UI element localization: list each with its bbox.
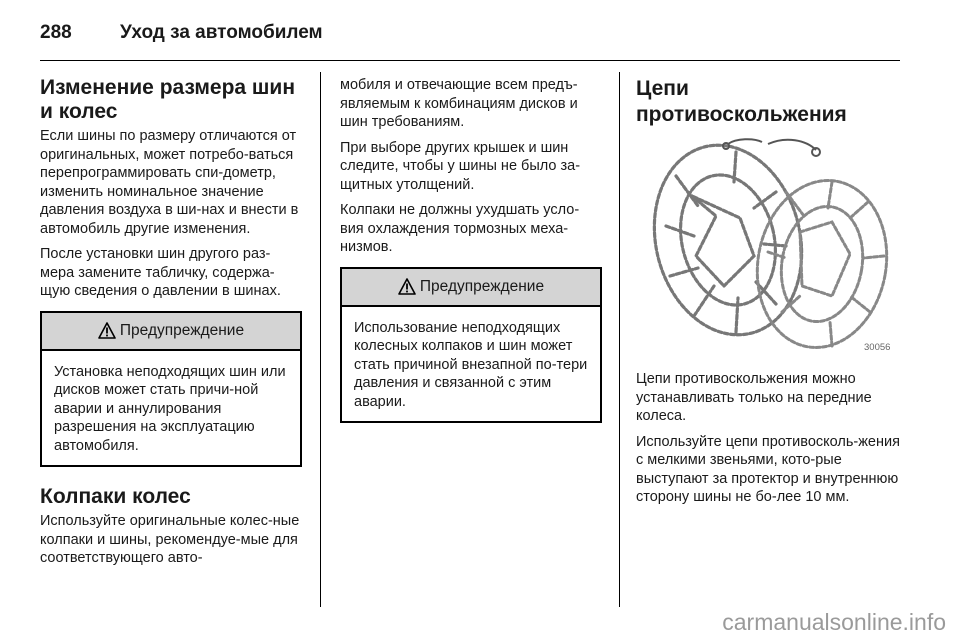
- paragraph: При выборе других крышек и шин следите, чтобы у шины не было за-щитных утолщений.: [340, 139, 581, 193]
- column-3: [636, 76, 902, 514]
- warning-title: Предупреждение: [419, 277, 545, 295]
- column-1: [40, 76, 302, 575]
- paragraph: Если шины по размеру отличаются от оригинальных, может потребо-ваться перепрограммировать спи-дометр, изменить номинальное значение давления воздуха в ши-нах и внести в автомобиль другие изменения.: [40, 128, 299, 237]
- warning-text: Использование неподходящих колесных колпаков и шин может стать причиной внезапной по-тери давления и связанной с этим аварии.: [354, 319, 588, 410]
- page-number: 288: [40, 22, 72, 43]
- paragraph: Используйте оригинальные колес-ные колпаки и шины, рекомендуе-мые для соответствующего авто-: [40, 513, 300, 566]
- warning-body: [42, 351, 300, 466]
- paragraph: Колпаки не должны ухудшать усло-вия охлаждения тормозных меха-низмов.: [340, 202, 580, 255]
- watermark-logo: carmanualsonline.info: [722, 609, 946, 635]
- paragraph: После установки шин другого раз-мера замените табличку, содержа-щую сведения о давлении в шинах.: [40, 246, 281, 299]
- warning-title: Предупреждение: [119, 321, 245, 339]
- column-divider-1: [320, 72, 321, 607]
- warning-triangle-icon: [98, 322, 116, 339]
- warning-header: [342, 269, 600, 307]
- section-heading-wheel-covers: Колпаки колес: [40, 485, 191, 508]
- section-heading-snow-chains: Цепи противоскольжения: [636, 77, 847, 126]
- paragraph: мобиля и отвечающие всем предъ-являемым к комбинациям дисков и шин требованиям.: [340, 77, 578, 130]
- warning-body: [342, 307, 600, 422]
- warning-box: [40, 311, 302, 468]
- running-title: Уход за автомобилем: [120, 22, 323, 43]
- column-divider-2: [619, 72, 620, 607]
- section-heading-tire-size: Изменение размера шин и колес: [40, 76, 296, 123]
- snow-chains-drawing: [636, 136, 902, 358]
- figure-code: 30056: [864, 342, 891, 353]
- paragraph: Используйте цепи противосколь-жения с мелкими звеньями, кото-рые выступают за протектор и внутреннюю сторону шины не бо-лее 10 мм.: [636, 433, 900, 505]
- header-rule: [40, 60, 900, 61]
- warning-box: [340, 267, 602, 424]
- paragraph: Цепи противоскольжения можно устанавливать только на передние колеса.: [636, 371, 872, 424]
- column-2: [340, 76, 602, 441]
- snow-chains-illustration: [636, 136, 902, 358]
- warning-header: [42, 313, 300, 351]
- warning-text: Установка неподходящих шин или дисков может стать причи-ной аварии и аннулирования разрешения на эксплуатацию автомобиля.: [54, 363, 286, 454]
- warning-triangle-icon: [398, 278, 416, 295]
